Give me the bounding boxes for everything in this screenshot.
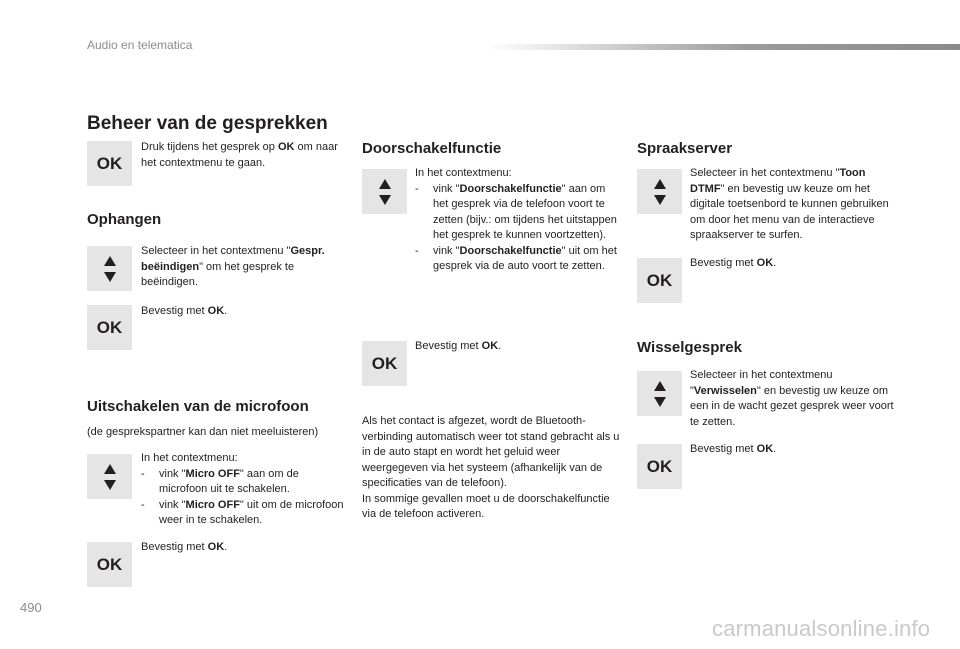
heading-doorschakel: Doorschakelfunctie	[362, 140, 502, 157]
up-down-arrows-icon	[637, 371, 682, 416]
header-divider	[488, 44, 960, 50]
heading-microfoon: Uitschakelen van de microfoon	[87, 398, 309, 415]
ok-button-icon: OK	[87, 141, 132, 186]
doorschakel-list: In het contextmenu: - vink "Doorschakelfunctie" aan om het gesprek via de telefoon voort te zetten (bijv.: om tijdens het uitstappen het gesprek te kunnen voortzetten). - vink "Doorschakelfunctie" uit om het gesprek via de auto voort te zetten.	[415, 167, 617, 272]
microfoon-list: In het contextmenu: - vink "Micro OFF" aan om de microfoon uit te schakelen. - vink "Micro OFF" uit om de microfoon weer in te schakelen.	[141, 452, 344, 526]
doorschakel-confirm: Bevestig met OK.	[415, 340, 502, 352]
up-down-arrows-icon	[87, 246, 132, 291]
ophangen-text: Selecteer in het contextmenu "Gespr. beëindigen" om het gesprek te beëindigen.	[141, 245, 325, 288]
ophangen-confirm: Bevestig met OK.	[141, 305, 228, 317]
spraakserver-text: Selecteer in het contextmenu "Toon DTMF" en bevestig uw keuze om het digitale toetsenbord te kunnen gebruiken om door het menu van de interactieve spraakserver te surfen.	[690, 167, 889, 241]
page-number: 490	[20, 600, 42, 615]
wissel-text: Selecteer in het contextmenu "Verwisselen" en bevestig uw keuze om een in de wacht gezet gesprek weer voort te zetten.	[690, 369, 894, 428]
spraakserver-confirm: Bevestig met OK.	[690, 257, 777, 269]
microfoon-note: (de gesprekspartner kan dan niet meeluisteren)	[87, 426, 319, 438]
ok-button-icon: OK	[637, 258, 682, 303]
page-title: Beheer van de gesprekken	[87, 113, 328, 134]
heading-spraakserver: Spraakserver	[637, 140, 733, 157]
ok-button-icon: OK	[637, 444, 682, 489]
wissel-confirm: Bevestig met OK.	[690, 443, 777, 455]
intro-text: Druk tijdens het gesprek op OK om naar het contextmenu te gaan.	[141, 141, 338, 169]
microfoon-confirm: Bevestig met OK.	[141, 541, 228, 553]
ok-button-icon: OK	[87, 542, 132, 587]
ok-button-icon: OK	[87, 305, 132, 350]
heading-ophangen: Ophangen	[87, 211, 162, 228]
ok-button-icon: OK	[362, 341, 407, 386]
up-down-arrows-icon	[87, 454, 132, 499]
watermark: carmanualsonline.info	[712, 616, 931, 641]
up-down-arrows-icon	[362, 169, 407, 214]
up-down-arrows-icon	[637, 169, 682, 214]
heading-wissel: Wisselgesprek	[637, 339, 742, 356]
section-label: Audio en telematica	[87, 38, 193, 52]
doorschakel-note: Als het contact is afgezet, wordt de Bluetooth-verbinding automatisch weer tot stand gebracht als u in de auto stapt en wordt het geluid weer weergegeven via het systeem (afhankelijk van de specificaties van de telefoon). In sommige gevallen moet u de doorschakelfunctie via de telefoon activeren.	[362, 415, 620, 520]
